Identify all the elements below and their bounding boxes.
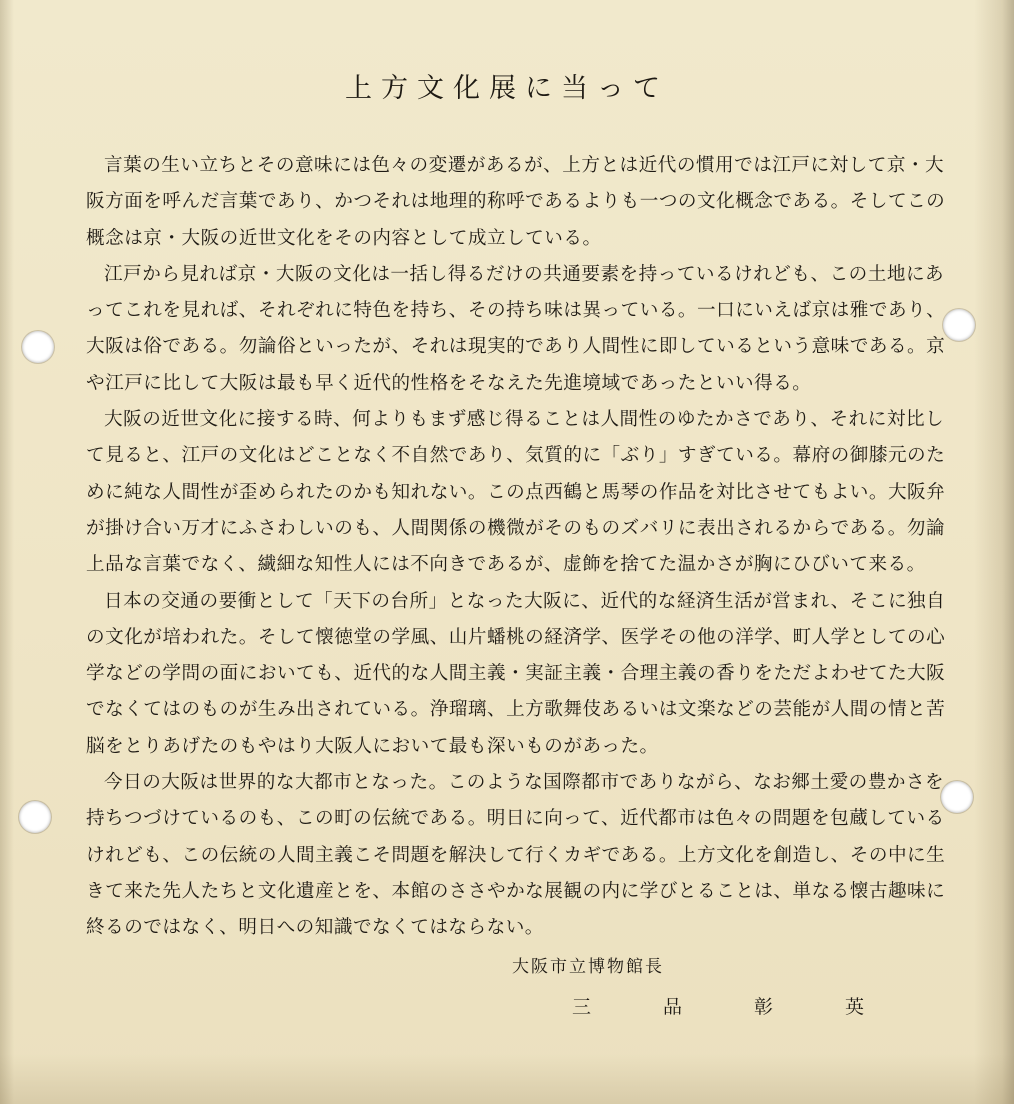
paragraph — [86, 584, 958, 765]
text-line: けれども、この伝統の人間主義こそ問題を解決して行くカギである。上方文化を創造し、その中に生 — [86, 844, 946, 866]
paragraph — [86, 148, 958, 257]
document-body — [86, 148, 958, 947]
text-line: ってこれを見れば、それぞれに特色を持ち、その持ち味は異っている。一口にいえば京は雅であり、 — [86, 300, 946, 322]
signature-name: 三品彰英 — [572, 996, 937, 1018]
text-line: 今日の大阪は世界的な大都市となった。このような国際都市でありながら、なお郷土愛の豊かさを — [104, 772, 945, 794]
text-line: 持ちつづけているのも、この町の伝統である。明日に向って、近代都市は色々の問題を包蔵している — [86, 808, 945, 830]
text-line: 概念は京・大阪の近世文化をその内容として成立している。 — [86, 227, 602, 249]
text-line: 言葉の生い立ちとその意味には色々の変遷があるが、上方とは近代の慣用では江戸に対して京・大 — [104, 155, 945, 176]
binder-hole-left-top — [22, 331, 54, 363]
page-edge-shadow-right — [974, 0, 1014, 1104]
page-edge-shadow-bottom — [0, 1054, 1014, 1104]
signature-organization: 大阪市立博物館長 — [512, 957, 664, 977]
text-line: 上品な言葉でなく、繊細な知性人には不向きであるが、虚飾を捨てた温かさが胸にひびいて来る。 — [86, 554, 926, 576]
text-line: めに純な人間性が歪められたのかも知れない。この点西鶴と馬琴の作品を対比させてもよい。大阪弁 — [86, 481, 946, 503]
text-line: 大阪の近世文化に接する時、何よりもまず感じ得ることは人間性のゆたかさであり、それに対比し — [104, 409, 945, 431]
text-line: 大阪は俗である。勿論俗といったが、それは現実的であり人間性に即しているという意味である。京 — [86, 336, 946, 358]
page-edge-shadow-left — [0, 0, 14, 1104]
text-line: 日本の交通の要衝として「天下の台所」となった大阪に、近代的な経済生活が営まれ、そこに独自 — [104, 590, 946, 612]
paragraph — [86, 402, 958, 583]
text-line: の文化が培われた。そして懐徳堂の学風、山片蟠桃の経済学、医学その他の洋学、町人学としての心 — [86, 626, 946, 648]
text-line: 阪方面を呼んだ言葉であり、かつそれは地理的称呼であるよりも一つの文化概念である。そしてこの — [86, 191, 946, 213]
text-line: て見ると、江戸の文化はどことなく不自然であり、気質的に「ぶり」すぎている。幕府の御膝元のた — [86, 445, 946, 467]
text-line: や江戸に比して大阪は最も早く近代的性格をそなえた先進境域であったといい得る。 — [86, 372, 812, 394]
document-title: 上方文化展に当って — [345, 73, 669, 104]
text-line: きて来た先人たちと文化遺産とを、本館のささやかな展観の内に学びとることは、単なる懐古趣味に — [86, 880, 946, 902]
binder-hole-left-bottom — [19, 801, 51, 833]
text-line: でなくてはのものが生み出されている。浄瑠璃、上方歌舞伎あるいは文楽などの芸能が人間の情と苦 — [86, 699, 946, 721]
text-line: 終るのではなく、明日への知識でなくてはならない。 — [86, 917, 544, 939]
paragraph — [86, 257, 958, 402]
paragraph — [86, 765, 958, 946]
text-line: が掛け合い万才にふさわしいのも、人間関係の機微がそのものズバリに表出されるからである。勿論 — [86, 517, 946, 539]
text-line: 脳をとりあげたのもやはり大阪人において最も深いものがあった。 — [86, 735, 659, 757]
text-line: 江戸から見れば京・大阪の文化は一括し得るだけの共通要素を持っているけれども、この土地にあ — [104, 263, 945, 285]
text-line: 学などの学問の面においても、近代的な人間主義・実証主義・合理主義の香りをただよわせてた大阪 — [86, 663, 946, 685]
